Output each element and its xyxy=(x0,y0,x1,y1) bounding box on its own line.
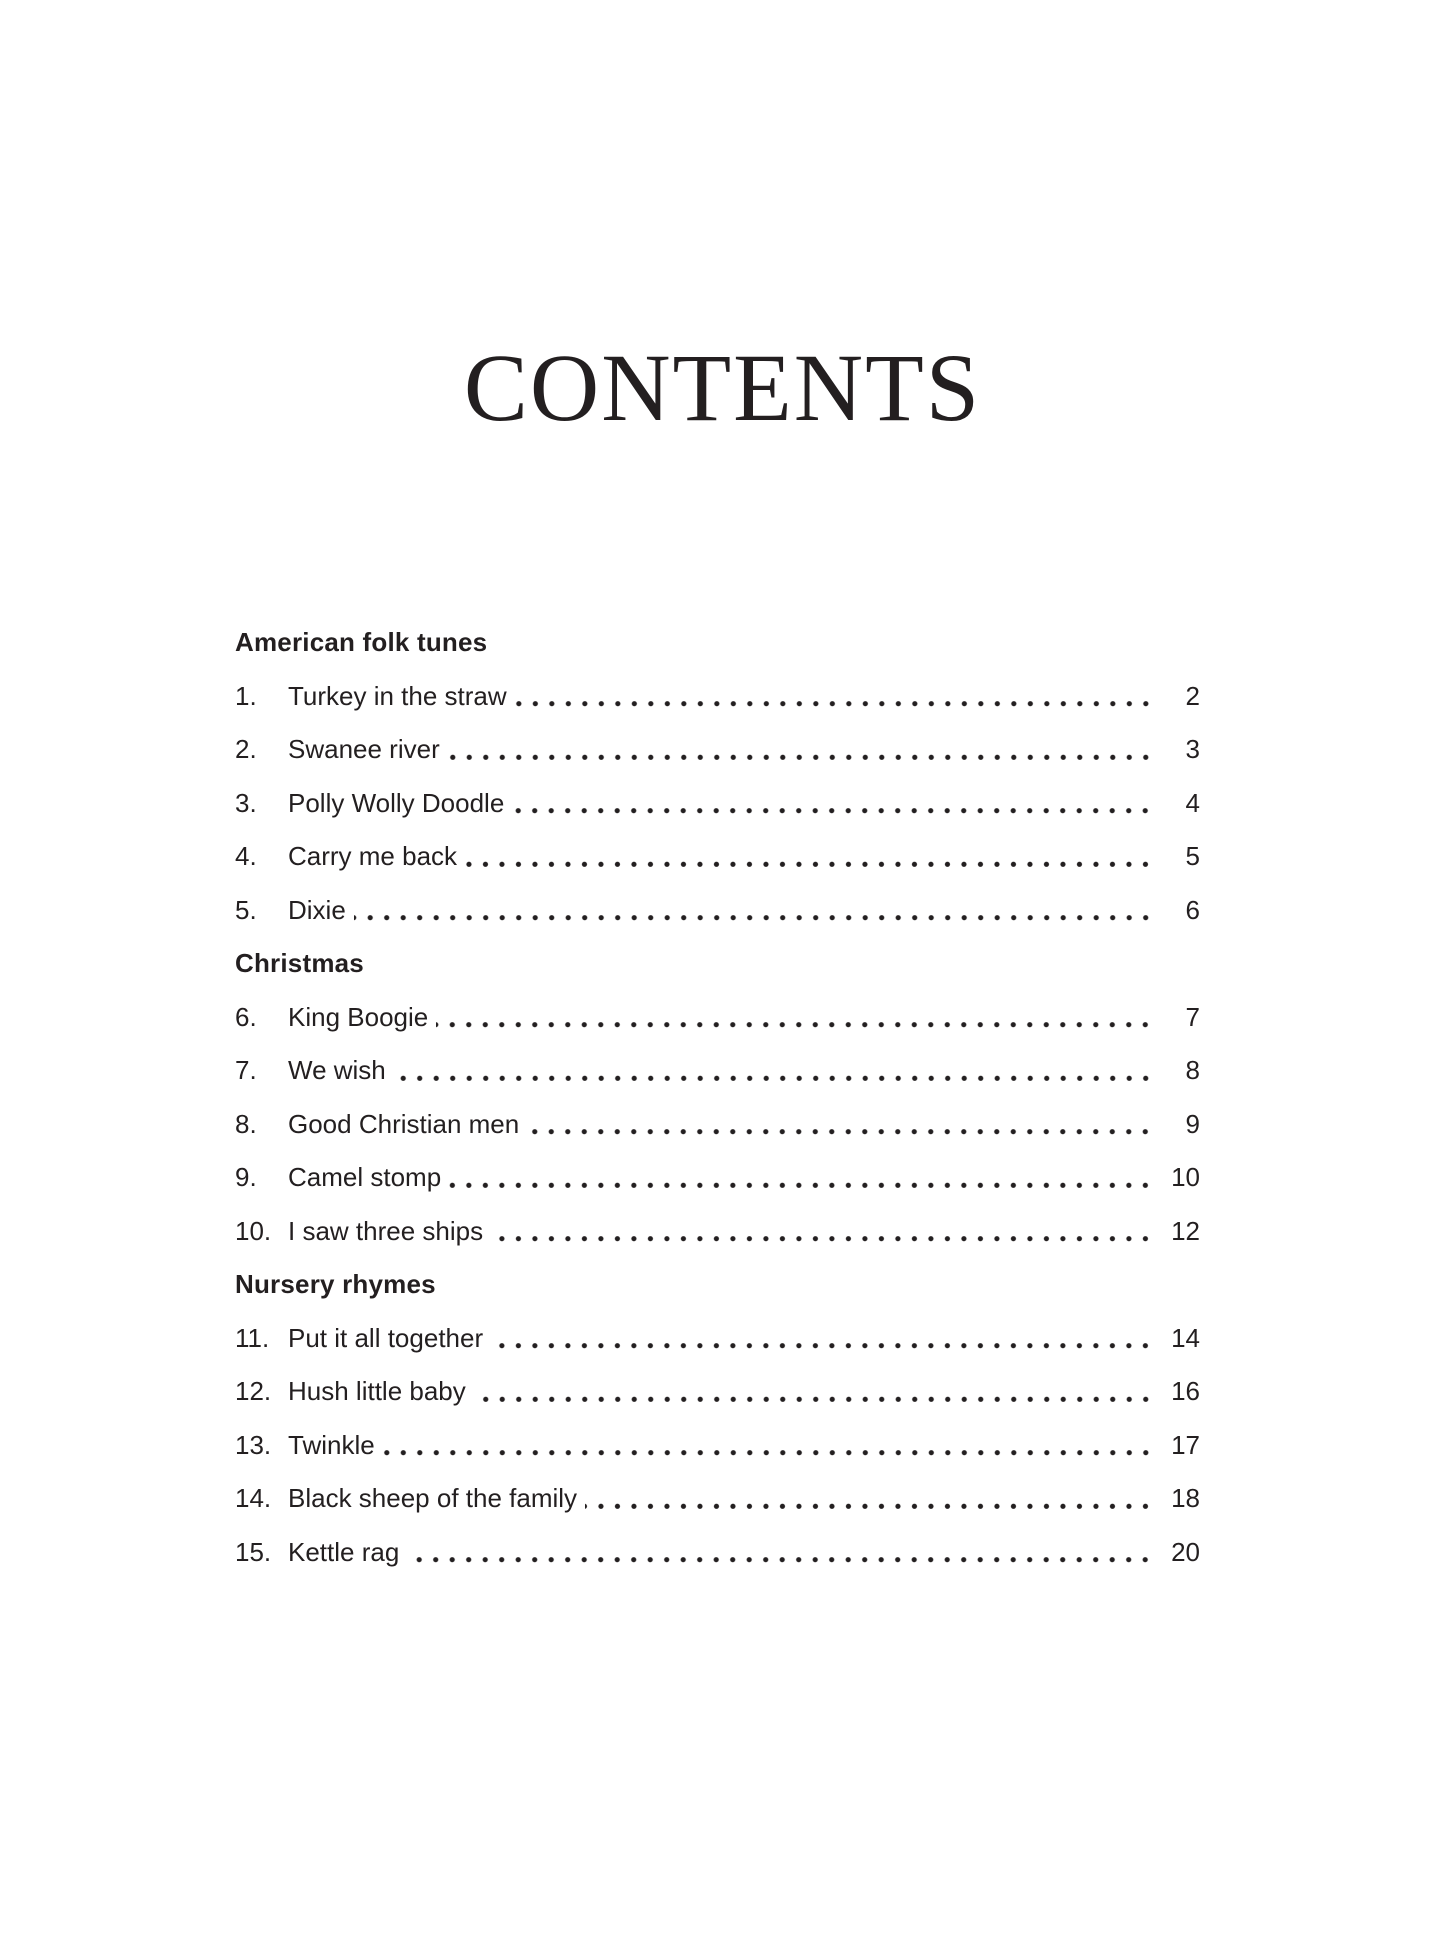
song-number: 9. xyxy=(235,1162,257,1192)
dot-leader xyxy=(449,1151,1154,1205)
page-number: 12 xyxy=(1171,1215,1200,1246)
dot-leader xyxy=(515,670,1154,724)
section-heading: American folk tunes xyxy=(235,627,488,657)
song-number: 3. xyxy=(235,787,257,818)
page-number: 9 xyxy=(1185,1108,1200,1139)
page-number: 17 xyxy=(1171,1429,1200,1460)
song-title: Black sheep of the family xyxy=(288,1483,578,1513)
page-number: 3 xyxy=(1185,734,1200,764)
song-title: Turkey in the straw xyxy=(288,680,507,711)
song-number: 10. xyxy=(235,1215,272,1246)
table-of-contents xyxy=(235,616,1200,1579)
song-title: Good Christian men xyxy=(288,1108,520,1139)
toc-row xyxy=(235,1365,1200,1419)
song-title: Twinkle xyxy=(288,1429,375,1460)
dot-leader xyxy=(383,1419,1154,1473)
song-title: Camel stomp xyxy=(288,1162,442,1192)
page-number: 7 xyxy=(1185,1001,1200,1032)
song-title: Hush little baby xyxy=(288,1376,466,1406)
dot-leader xyxy=(474,1365,1154,1419)
song-title: Kettle rag xyxy=(288,1536,400,1567)
toc-row xyxy=(235,1044,1200,1098)
toc-row xyxy=(235,884,1200,938)
page-number: 4 xyxy=(1185,787,1200,818)
song-number: 15. xyxy=(235,1536,272,1567)
toc-row xyxy=(235,1526,1200,1580)
toc-row xyxy=(235,1205,1200,1259)
dot-leader xyxy=(527,1098,1154,1152)
song-title: Carry me back xyxy=(288,841,458,871)
song-number: 8. xyxy=(235,1108,257,1139)
dot-leader xyxy=(394,1044,1154,1098)
toc-row xyxy=(235,1312,1200,1366)
dot-leader xyxy=(436,991,1154,1045)
toc-row xyxy=(235,777,1200,831)
section-heading: Nursery rhymes xyxy=(235,1269,436,1299)
song-title: Dixie xyxy=(288,894,346,925)
toc-row xyxy=(235,1472,1200,1526)
song-title: King Boogie xyxy=(288,1001,429,1032)
dot-leader xyxy=(354,884,1154,938)
toc-row xyxy=(235,991,1200,1045)
toc-row xyxy=(235,1419,1200,1473)
toc-row xyxy=(235,830,1200,884)
page-number: 18 xyxy=(1171,1483,1200,1513)
page-number: 2 xyxy=(1185,680,1200,711)
toc-row xyxy=(235,1151,1200,1205)
page-number: 8 xyxy=(1185,1055,1200,1085)
dot-leader xyxy=(448,723,1154,777)
dot-leader xyxy=(585,1472,1154,1526)
toc-row xyxy=(235,1098,1200,1152)
section-heading: Christmas xyxy=(235,948,364,978)
song-number: 4. xyxy=(235,841,257,871)
page-number: 5 xyxy=(1185,841,1200,871)
page-number: 16 xyxy=(1171,1376,1200,1406)
page-title: CONTENTS xyxy=(463,334,982,441)
song-title: We wish xyxy=(288,1055,386,1085)
dot-leader xyxy=(491,1205,1154,1259)
toc-row xyxy=(235,670,1200,724)
song-title: Polly Wolly Doodle xyxy=(288,787,505,818)
song-title: I saw three ships xyxy=(288,1215,484,1246)
page-number: 20 xyxy=(1171,1536,1200,1567)
dot-leader xyxy=(407,1526,1154,1580)
dot-leader xyxy=(512,777,1154,831)
toc-row xyxy=(235,723,1200,777)
page-number: 10 xyxy=(1171,1162,1200,1192)
song-number: 5. xyxy=(235,894,257,925)
song-number: 6. xyxy=(235,1001,257,1032)
dot-leader xyxy=(465,830,1154,884)
song-number: 11. xyxy=(235,1322,270,1353)
song-number: 14. xyxy=(235,1483,272,1513)
song-title: Put it all together xyxy=(288,1322,484,1353)
song-number: 7. xyxy=(235,1055,257,1085)
song-number: 12. xyxy=(235,1376,272,1406)
song-title: Swanee river xyxy=(288,734,440,764)
page-number: 6 xyxy=(1185,894,1200,925)
song-number: 2. xyxy=(235,734,257,764)
page-number: 14 xyxy=(1171,1322,1200,1353)
song-number: 13. xyxy=(235,1429,272,1460)
song-number: 1. xyxy=(235,680,257,711)
dot-leader xyxy=(491,1312,1154,1366)
